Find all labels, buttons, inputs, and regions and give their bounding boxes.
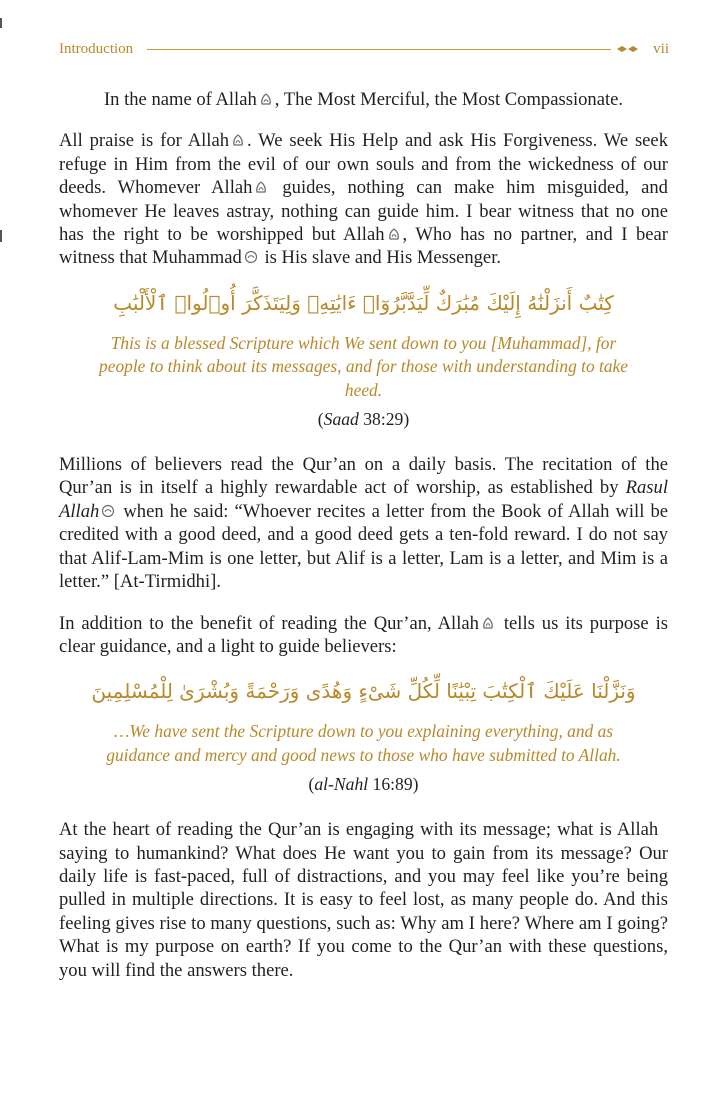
- honorific-glyph-icon: [231, 133, 245, 147]
- main-text: [59, 88, 668, 1000]
- guidance-paragraph: In addition to the benefit of reading the Qur’an, Allah tells us its purpose is clear guidance, and a light to guide believers:: [59, 612, 668, 657]
- basmala-paragraph: In the name of Allah , The Most Merciful, the Most Compassionate.: [103, 89, 624, 110]
- verse-translation-1: This is a blessed Scripture which We sent down to you [Muhammad], for people to think about its messages, and for those with understanding to take heed.: [99, 332, 628, 400]
- scan-edge-mark: [0, 230, 2, 242]
- section-title: Introduction: [59, 40, 134, 57]
- honorific-glyph-icon: [481, 616, 495, 630]
- heart-of-reading-paragraph: At the heart of reading the Qur’an is engaging with its message; what is Allah saying to humankind? What does He want you to gain from its message? Our daily life is fast-paced, full of distractions, and you may feel like you’re being pulled in multiple directions. It is easy to feel lost, as many people do. And this feeling gives rise to many questions, such as: Why am I here? Where am I going? What is my purpose on earth? If you come to the Qur’an with these questions, you will find the answers there.: [59, 819, 668, 981]
- honorific-glyph-icon: [259, 92, 273, 106]
- arabic-verse-2: وَنَزَّلْنَا عَلَيْكَ ٱلْكِتَٰبَ تِبْيَٰنًا لِّكُلِّ شَىْءٍ وَهُدًى وَرَحْمَةً وَبُشْرَىٰ لِلْمُسْلِمِينَ: [91, 679, 636, 704]
- header-rule: [147, 49, 611, 50]
- diamond-ornament-icon: [617, 45, 639, 53]
- arabic-verse-1: كِتَٰبٌ أَنزَلْنَٰهُ إِلَيْكَ مُبَٰرَكٌ لِّيَدَّبَّرُوٓا۟ ءَايَٰتِهِۦ وَلِيَتَذَكَّرَ أُو۟لُوا۟ ٱلْأَلْبَٰبِ: [113, 290, 614, 315]
- verse-translation-2: …We have sent the Scripture down to you explaining everything, and as guidance and mercy and good news to those who have submitted to Allah.: [106, 721, 621, 765]
- running-head: [59, 38, 669, 60]
- honorific-glyph-icon: [387, 227, 401, 241]
- salutation-glyph-icon: [101, 504, 115, 518]
- opening-praise-paragraph: All praise is for Allah . We seek His Help and ask His Forgiveness. We seek refuge in Him from the evil of our own souls and from the wickedness of our deeds. Whomever Allah guides, nothing can make him misguided, and whomever He leaves astray, nothing can guide him. I bear witness that no one has the right to be worshipped but Allah , Who has no partner, and I bear witness that Muhammad is His slave and His Messenger.: [59, 130, 668, 269]
- honorific-glyph-icon: [254, 180, 268, 194]
- verse-reference-1: (Saad 38:29): [317, 409, 410, 430]
- salutation-glyph-icon: [244, 250, 258, 264]
- scan-edge-mark: [0, 18, 2, 28]
- page-number: vii: [653, 40, 669, 57]
- recitation-paragraph: Millions of believers read the Qur’an on a daily basis. The recitation of the Qur’an is in itself a highly rewardable act of worship, as established by Rasul Allah when he said: “Whoever recites a letter from the Book of Allah will be credited with a good deed, and a good deed gets a ten-fold reward. I do not say that Alif-Lam-Mim is one letter, but Alif is a letter, Lam is a letter, and Mim is a letter.” [At-Tirmidhi].: [59, 454, 668, 593]
- verse-reference-2: (al-Nahl 16:89): [308, 774, 419, 795]
